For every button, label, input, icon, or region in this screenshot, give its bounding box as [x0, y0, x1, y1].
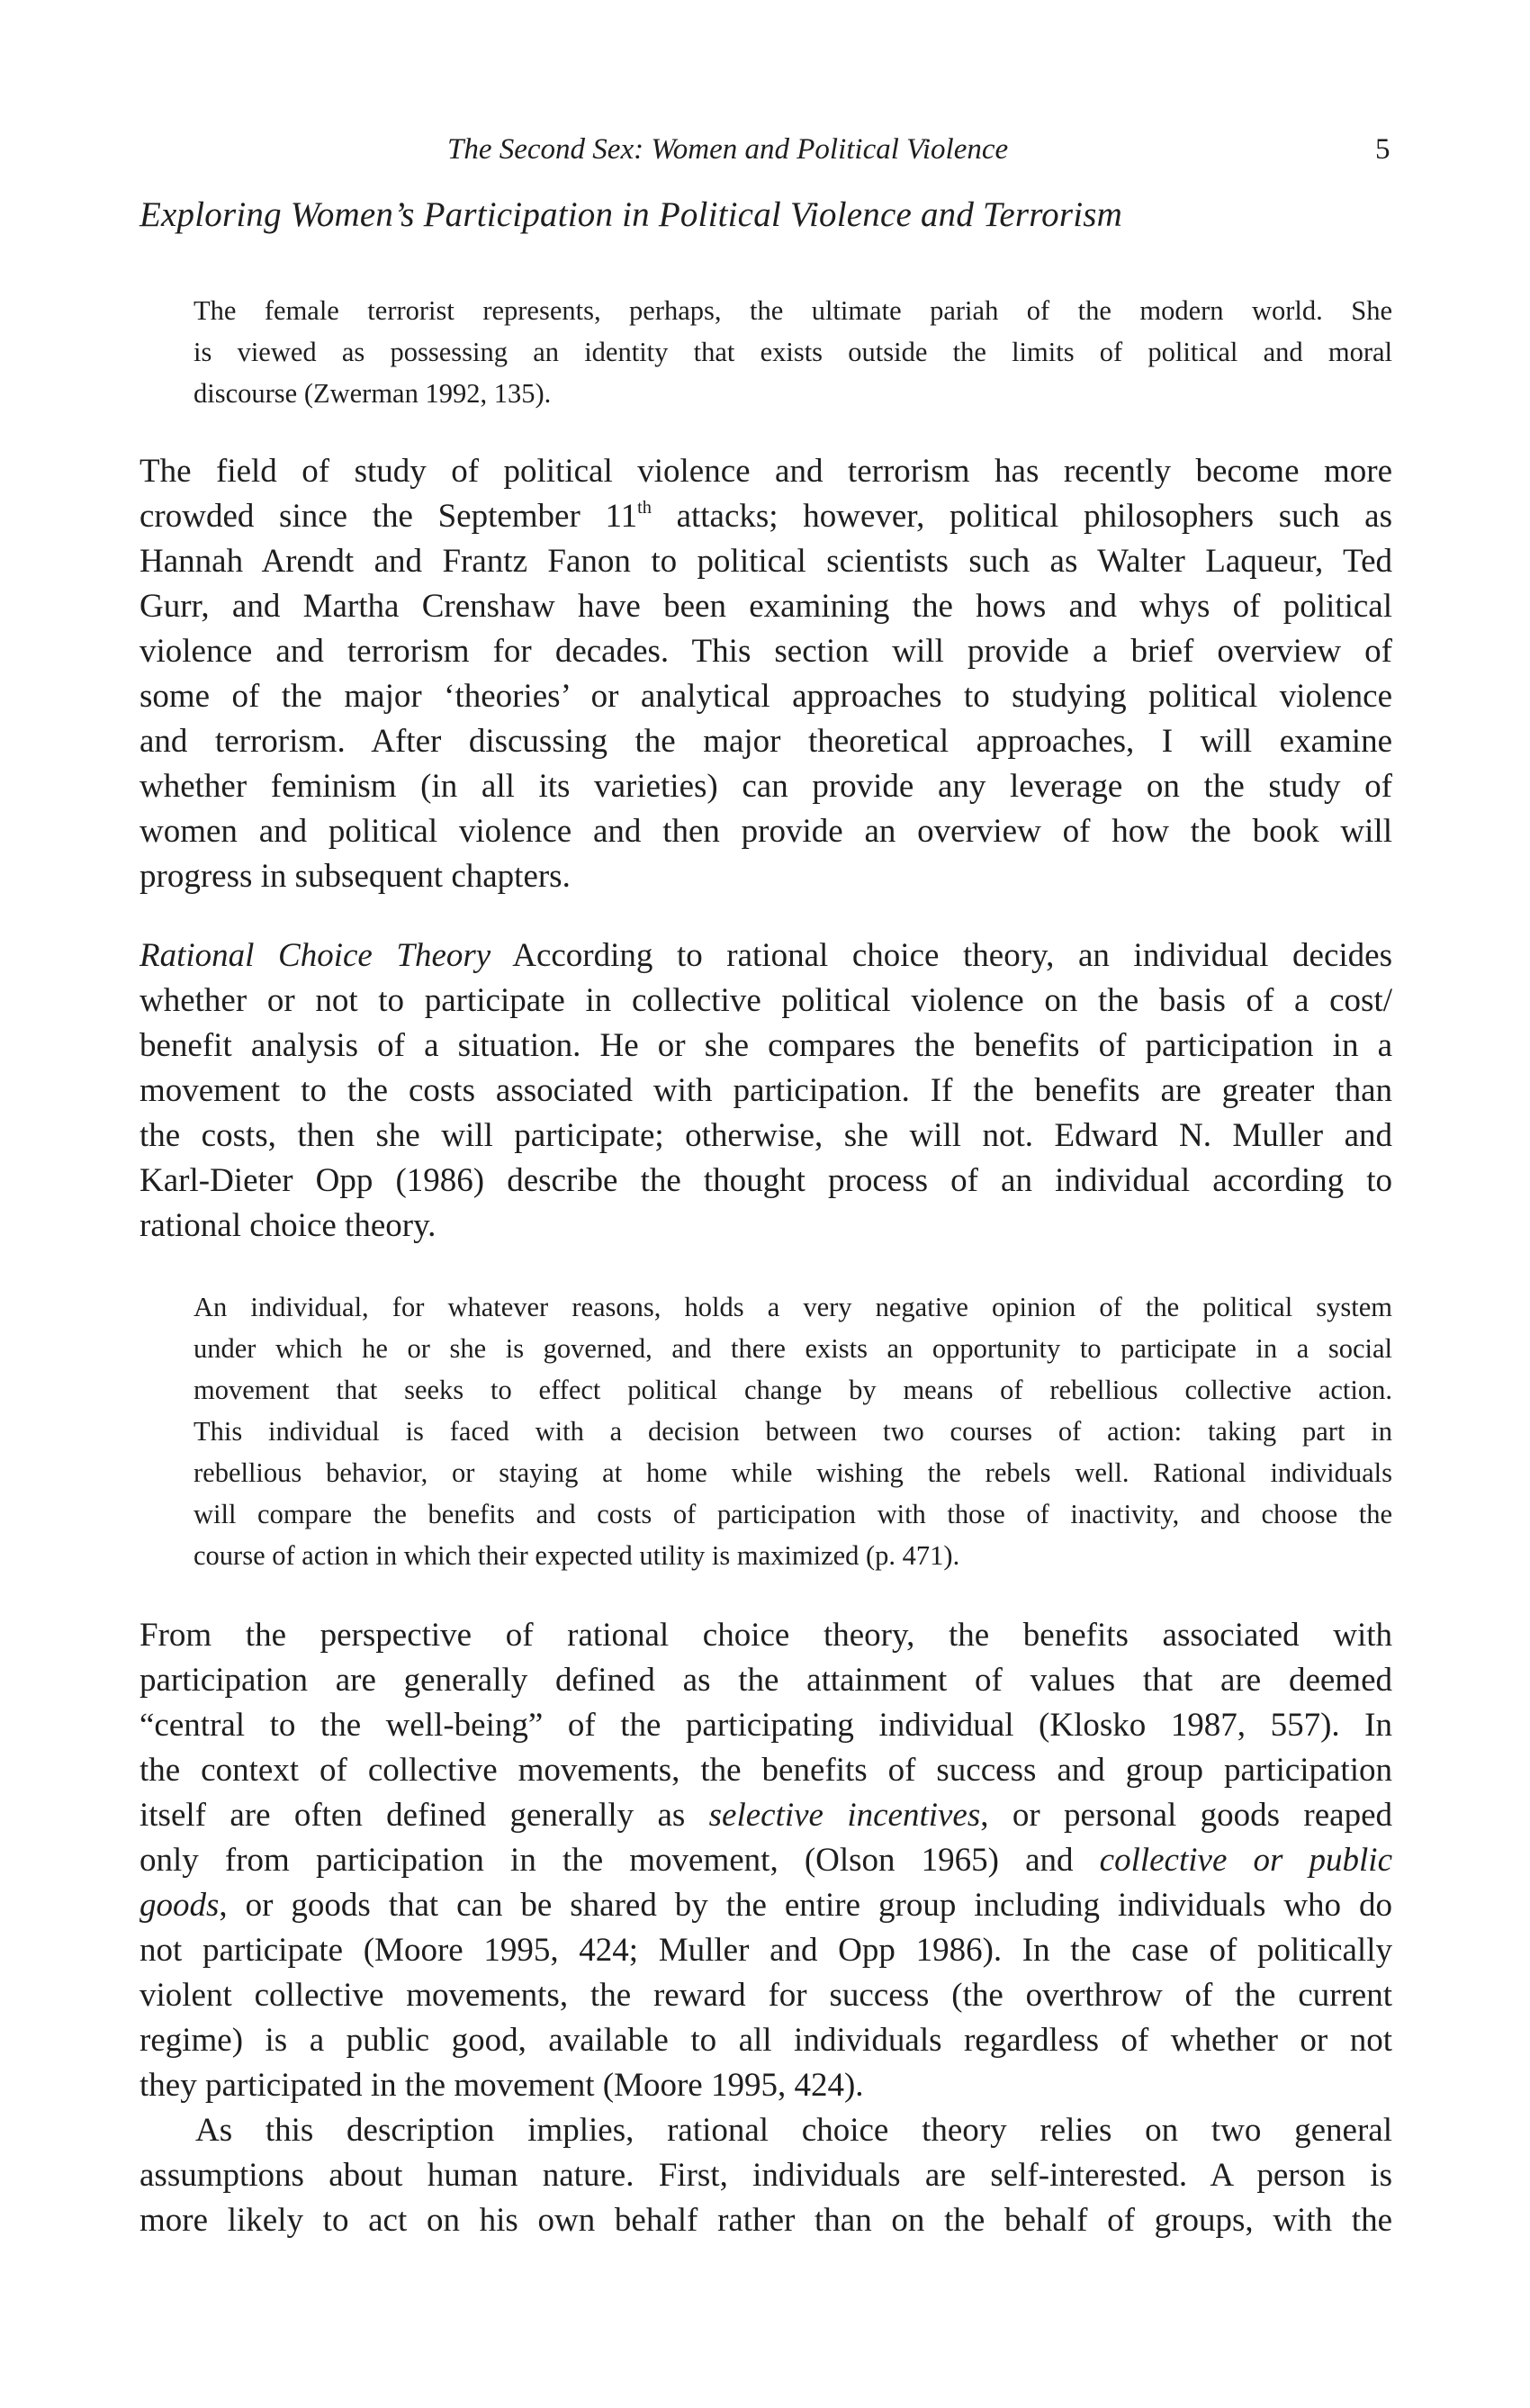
quote-line: An individual, for whatever reasons, holds a very negative opinion of the political system — [194, 1292, 1392, 1322]
running-header-title: The Second Sex: Women and Political Violence — [447, 133, 1009, 166]
paragraph-line — [140, 1883, 1392, 1928]
intro-paragraph — [140, 449, 1392, 899]
line-text: attacks; however, political philosophers such as — [651, 498, 1392, 535]
paragraph-line — [140, 1793, 1392, 1838]
quote-line: course of action in which their expected utility is maximized (p. 471). — [194, 1540, 960, 1571]
epigraph-line: is viewed as possessing an identity that exists outside the limits of political and moral — [194, 337, 1392, 367]
paragraph-line: From the perspective of rational choice theory, the benefits associated with — [140, 1617, 1392, 1654]
line-text: itself are often defined generally as — [140, 1797, 709, 1834]
italic-term: goods — [140, 1887, 220, 1924]
paragraph-line: some of the major ‘theories’ or analytical approaches to studying political violence — [140, 678, 1392, 715]
paragraph-line: “central to the well-being” of the participating individual (Klosko 1987, 557). In — [140, 1707, 1392, 1744]
paragraph-line: rational choice theory. — [140, 1207, 436, 1244]
quote-line: will compare the benefits and costs of participation with those of inactivity, and choose the — [194, 1499, 1392, 1529]
paragraph-line: the costs, then she will participate; otherwise, she will not. Edward N. Muller and — [140, 1117, 1392, 1154]
paragraph-line: not participate (Moore 1995, 424; Muller and Opp 1986). In the case of politically — [140, 1932, 1392, 1969]
paragraph-line — [140, 494, 1392, 539]
italic-term: collective or public — [1099, 1842, 1392, 1879]
paragraph-line: violence and terrorism for decades. This section will provide a brief overview of — [140, 633, 1392, 670]
paragraph-line: Hannah Arendt and Frantz Fanon to political scientists such as Walter Laqueur, Ted — [140, 543, 1392, 580]
paragraph-line: movement to the costs associated with participation. If the benefits are greater than — [140, 1072, 1392, 1109]
paragraph-line: and terrorism. After discussing the major theoretical approaches, I will examine — [140, 723, 1392, 760]
perspective-paragraph — [140, 1613, 1392, 2108]
assumptions-paragraph — [140, 2108, 1392, 2243]
paragraph-line — [140, 1838, 1392, 1883]
block-quote — [194, 1286, 1392, 1576]
paragraph-line: Karl-Dieter Opp (1986) describe the thought process of an individual according to — [140, 1162, 1392, 1199]
paragraph-line: the context of collective movements, the benefits of success and group participation — [140, 1752, 1392, 1789]
italic-term: selective incentives — [708, 1797, 981, 1834]
paragraph-line: progress in subsequent chapters. — [140, 858, 571, 895]
line-text: According to rational choice theory, an individual decides — [512, 937, 1392, 974]
paragraph-line: The field of study of political violence and terrorism has recently become more — [140, 453, 1392, 490]
paragraph-line: regime) is a public good, available to all individuals regardless of whether or not — [140, 2022, 1392, 2059]
paragraph-line: violent collective movements, the reward for success (the overthrow of the current — [140, 1977, 1392, 2014]
run-in-heading: Rational Choice Theory — [140, 937, 491, 974]
line-text: crowded since the September 11 — [140, 498, 638, 535]
line-text: only from participation in the movement, (Olson 1965) and — [140, 1842, 1100, 1879]
section-heading: Exploring Women’s Participation in Political Violence and Terrorism — [140, 195, 1122, 234]
quote-line: rebellious behavior, or staying at home while wishing the rebels well. Rational individuals — [194, 1457, 1392, 1488]
paragraph-line: whether feminism (in all its varieties) can provide any leverage on the study of — [140, 768, 1392, 805]
paragraph-line — [140, 933, 1392, 979]
paragraph-line: women and political violence and then provide an overview of how the book will — [140, 813, 1392, 850]
paragraph-line: participation are generally defined as the attainment of values that are deemed — [140, 1662, 1392, 1699]
epigraph-line: discourse (Zwerman 1992, 135). — [194, 378, 552, 409]
line-text: , or goods that can be shared by the entire group including individuals who do — [219, 1887, 1392, 1924]
paragraph-line: Gurr, and Martha Crenshaw have been examining the hows and whys of political — [140, 588, 1392, 625]
quote-line: under which he or she is governed, and there exists an opportunity to participate in a social — [194, 1333, 1392, 1364]
ordinal-superscript: th — [637, 497, 652, 518]
quote-line: movement that seeks to effect political change by means of rebellious collective action. — [194, 1375, 1392, 1405]
epigraph-line: The female terrorist represents, perhaps, the ultimate pariah of the modern world. She — [194, 295, 1392, 326]
rational-choice-paragraph — [140, 933, 1392, 1249]
epigraph-quote — [194, 290, 1392, 414]
paragraph-line: more likely to act on his own behalf rather than on the behalf of groups, with the — [140, 2202, 1392, 2239]
paragraph-line: As this description implies, rational choice theory relies on two general — [195, 2112, 1392, 2149]
quote-line: This individual is faced with a decision between two courses of action: taking part in — [194, 1416, 1392, 1447]
paragraph-line: whether or not to participate in collective political violence on the basis of a cost/ — [140, 982, 1392, 1019]
page-number: 5 — [1375, 133, 1390, 166]
paragraph-line: assumptions about human nature. First, individuals are self-interested. A person is — [140, 2157, 1392, 2194]
paragraph-line: they participated in the movement (Moore 1995, 424). — [140, 2067, 864, 2104]
line-text: , or personal goods reaped — [980, 1797, 1393, 1834]
paragraph-line: benefit analysis of a situation. He or she compares the benefits of participation in a — [140, 1027, 1392, 1064]
